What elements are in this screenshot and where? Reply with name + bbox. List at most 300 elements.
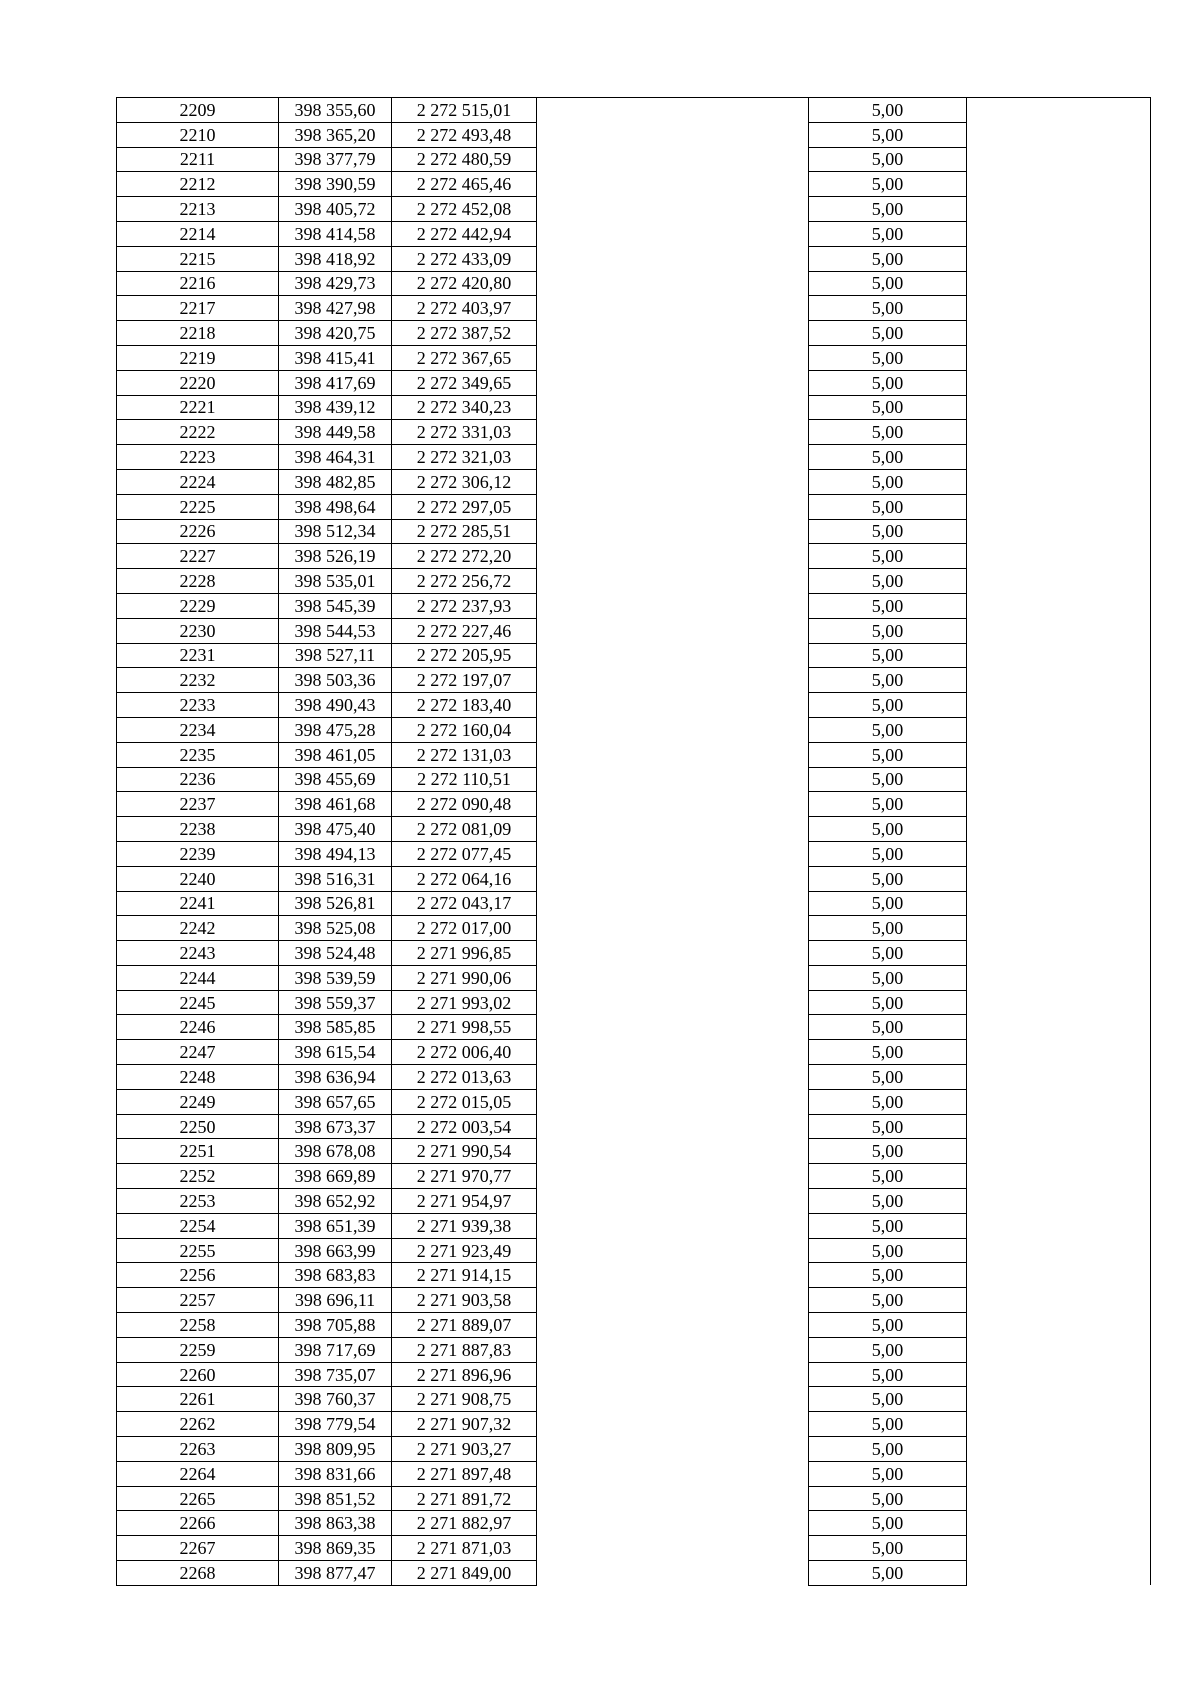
value-cell: 5,00	[809, 469, 967, 494]
empty-cell	[537, 445, 809, 470]
point-number-cell: 2257	[117, 1288, 279, 1313]
x-coordinate-cell: 398 696,11	[279, 1288, 392, 1313]
x-coordinate-cell: 398 449,58	[279, 420, 392, 445]
x-coordinate-cell: 398 545,39	[279, 593, 392, 618]
y-coordinate-cell: 2 272 442,94	[392, 221, 537, 246]
y-coordinate-cell: 2 271 914,15	[392, 1263, 537, 1288]
value-cell: 5,00	[809, 1486, 967, 1511]
value-cell: 5,00	[809, 1288, 967, 1313]
value-cell: 5,00	[809, 1089, 967, 1114]
y-coordinate-cell: 2 272 015,05	[392, 1089, 537, 1114]
empty-cell	[537, 271, 809, 296]
value-cell: 5,00	[809, 767, 967, 792]
value-cell: 5,00	[809, 1213, 967, 1238]
table-row	[117, 1164, 1151, 1189]
empty-cell	[967, 1139, 1151, 1164]
x-coordinate-cell: 398 705,88	[279, 1313, 392, 1338]
empty-cell	[967, 494, 1151, 519]
empty-cell	[967, 767, 1151, 792]
table-row	[117, 1536, 1151, 1561]
y-coordinate-cell: 2 271 897,48	[392, 1461, 537, 1486]
empty-cell	[537, 1263, 809, 1288]
empty-cell	[537, 866, 809, 891]
empty-cell	[967, 643, 1151, 668]
table-row	[117, 445, 1151, 470]
value-cell: 5,00	[809, 866, 967, 891]
value-cell: 5,00	[809, 916, 967, 941]
empty-cell	[967, 1437, 1151, 1462]
y-coordinate-cell: 2 272 465,46	[392, 172, 537, 197]
table-row	[117, 1511, 1151, 1536]
empty-cell	[967, 172, 1151, 197]
value-cell: 5,00	[809, 1263, 967, 1288]
value-cell: 5,00	[809, 172, 967, 197]
x-coordinate-cell: 398 526,19	[279, 544, 392, 569]
y-coordinate-cell: 2 272 340,23	[392, 395, 537, 420]
table-row	[117, 767, 1151, 792]
y-coordinate-cell: 2 271 849,00	[392, 1561, 537, 1586]
y-coordinate-cell: 2 272 272,20	[392, 544, 537, 569]
table-row	[117, 1288, 1151, 1313]
table-row	[117, 1561, 1151, 1586]
empty-cell	[537, 197, 809, 222]
empty-cell	[537, 1238, 809, 1263]
x-coordinate-cell: 398 475,28	[279, 717, 392, 742]
empty-cell	[537, 395, 809, 420]
point-number-cell: 2266	[117, 1511, 279, 1536]
empty-cell	[537, 841, 809, 866]
empty-cell	[967, 1511, 1151, 1536]
coordinates-table-body	[117, 98, 1151, 1586]
value-cell: 5,00	[809, 271, 967, 296]
point-number-cell: 2236	[117, 767, 279, 792]
empty-cell	[967, 668, 1151, 693]
empty-cell	[967, 1263, 1151, 1288]
empty-cell	[967, 742, 1151, 767]
point-number-cell: 2263	[117, 1437, 279, 1462]
value-cell: 5,00	[809, 817, 967, 842]
empty-cell	[967, 990, 1151, 1015]
empty-cell	[537, 891, 809, 916]
empty-cell	[537, 1015, 809, 1040]
value-cell: 5,00	[809, 1040, 967, 1065]
x-coordinate-cell: 398 779,54	[279, 1412, 392, 1437]
empty-cell	[967, 395, 1151, 420]
y-coordinate-cell: 2 272 090,48	[392, 792, 537, 817]
empty-cell	[537, 916, 809, 941]
x-coordinate-cell: 398 809,95	[279, 1437, 392, 1462]
x-coordinate-cell: 398 415,41	[279, 345, 392, 370]
x-coordinate-cell: 398 735,07	[279, 1362, 392, 1387]
empty-cell	[537, 296, 809, 321]
empty-cell	[537, 246, 809, 271]
empty-cell	[967, 1412, 1151, 1437]
y-coordinate-cell: 2 272 197,07	[392, 668, 537, 693]
value-cell: 5,00	[809, 246, 967, 271]
x-coordinate-cell: 398 420,75	[279, 321, 392, 346]
empty-cell	[537, 817, 809, 842]
empty-cell	[537, 1065, 809, 1090]
y-coordinate-cell: 2 272 227,46	[392, 618, 537, 643]
table-row	[117, 544, 1151, 569]
point-number-cell: 2222	[117, 420, 279, 445]
empty-cell	[537, 1114, 809, 1139]
empty-cell	[537, 569, 809, 594]
y-coordinate-cell: 2 271 882,97	[392, 1511, 537, 1536]
point-number-cell: 2212	[117, 172, 279, 197]
value-cell: 5,00	[809, 519, 967, 544]
y-coordinate-cell: 2 272 452,08	[392, 197, 537, 222]
point-number-cell: 2251	[117, 1139, 279, 1164]
empty-cell	[537, 1536, 809, 1561]
empty-cell	[537, 1164, 809, 1189]
table-row	[117, 1387, 1151, 1412]
y-coordinate-cell: 2 271 954,97	[392, 1189, 537, 1214]
y-coordinate-cell: 2 271 907,32	[392, 1412, 537, 1437]
x-coordinate-cell: 398 760,37	[279, 1387, 392, 1412]
empty-cell	[967, 271, 1151, 296]
empty-cell	[537, 469, 809, 494]
point-number-cell: 2214	[117, 221, 279, 246]
point-number-cell: 2220	[117, 370, 279, 395]
value-cell: 5,00	[809, 792, 967, 817]
y-coordinate-cell: 2 272 367,65	[392, 345, 537, 370]
value-cell: 5,00	[809, 197, 967, 222]
x-coordinate-cell: 398 669,89	[279, 1164, 392, 1189]
value-cell: 5,00	[809, 1337, 967, 1362]
value-cell: 5,00	[809, 296, 967, 321]
table-row	[117, 569, 1151, 594]
empty-cell	[537, 965, 809, 990]
x-coordinate-cell: 398 377,79	[279, 147, 392, 172]
point-number-cell: 2268	[117, 1561, 279, 1586]
value-cell: 5,00	[809, 569, 967, 594]
point-number-cell: 2258	[117, 1313, 279, 1338]
value-cell: 5,00	[809, 1238, 967, 1263]
value-cell: 5,00	[809, 420, 967, 445]
empty-cell	[537, 1139, 809, 1164]
table-row	[117, 618, 1151, 643]
value-cell: 5,00	[809, 221, 967, 246]
empty-cell	[967, 1313, 1151, 1338]
x-coordinate-cell: 398 475,40	[279, 817, 392, 842]
empty-cell	[967, 866, 1151, 891]
empty-cell	[967, 1362, 1151, 1387]
value-cell: 5,00	[809, 445, 967, 470]
table-row	[117, 1238, 1151, 1263]
empty-cell	[537, 1362, 809, 1387]
empty-cell	[967, 941, 1151, 966]
empty-cell	[537, 122, 809, 147]
value-cell: 5,00	[809, 1164, 967, 1189]
empty-cell	[967, 147, 1151, 172]
table-row	[117, 990, 1151, 1015]
empty-cell	[967, 1486, 1151, 1511]
value-cell: 5,00	[809, 1313, 967, 1338]
empty-cell	[967, 321, 1151, 346]
value-cell: 5,00	[809, 742, 967, 767]
y-coordinate-cell: 2 272 205,95	[392, 643, 537, 668]
point-number-cell: 2238	[117, 817, 279, 842]
point-number-cell: 2250	[117, 1114, 279, 1139]
x-coordinate-cell: 398 673,37	[279, 1114, 392, 1139]
empty-cell	[537, 1213, 809, 1238]
value-cell: 5,00	[809, 1461, 967, 1486]
table-row	[117, 271, 1151, 296]
point-number-cell: 2240	[117, 866, 279, 891]
table-row	[117, 841, 1151, 866]
value-cell: 5,00	[809, 1065, 967, 1090]
point-number-cell: 2254	[117, 1213, 279, 1238]
x-coordinate-cell: 398 615,54	[279, 1040, 392, 1065]
y-coordinate-cell: 2 272 077,45	[392, 841, 537, 866]
x-coordinate-cell: 398 559,37	[279, 990, 392, 1015]
x-coordinate-cell: 398 461,05	[279, 742, 392, 767]
empty-cell	[537, 1387, 809, 1412]
x-coordinate-cell: 398 877,47	[279, 1561, 392, 1586]
table-row	[117, 717, 1151, 742]
table-row	[117, 1412, 1151, 1437]
point-number-cell: 2224	[117, 469, 279, 494]
y-coordinate-cell: 2 272 017,00	[392, 916, 537, 941]
x-coordinate-cell: 398 414,58	[279, 221, 392, 246]
x-coordinate-cell: 398 503,36	[279, 668, 392, 693]
y-coordinate-cell: 2 271 990,06	[392, 965, 537, 990]
table-row	[117, 98, 1151, 123]
empty-cell	[967, 1189, 1151, 1214]
point-number-cell: 2221	[117, 395, 279, 420]
empty-cell	[967, 519, 1151, 544]
value-cell: 5,00	[809, 395, 967, 420]
empty-cell	[537, 1040, 809, 1065]
table-row	[117, 147, 1151, 172]
empty-cell	[537, 990, 809, 1015]
x-coordinate-cell: 398 831,66	[279, 1461, 392, 1486]
point-number-cell: 2242	[117, 916, 279, 941]
empty-cell	[537, 494, 809, 519]
table-row	[117, 395, 1151, 420]
empty-cell	[537, 1437, 809, 1462]
value-cell: 5,00	[809, 841, 967, 866]
empty-cell	[967, 1238, 1151, 1263]
empty-cell	[967, 1040, 1151, 1065]
x-coordinate-cell: 398 498,64	[279, 494, 392, 519]
value-cell: 5,00	[809, 1437, 967, 1462]
x-coordinate-cell: 398 539,59	[279, 965, 392, 990]
y-coordinate-cell: 2 271 923,49	[392, 1238, 537, 1263]
y-coordinate-cell: 2 271 908,75	[392, 1387, 537, 1412]
x-coordinate-cell: 398 439,12	[279, 395, 392, 420]
y-coordinate-cell: 2 271 871,03	[392, 1536, 537, 1561]
value-cell: 5,00	[809, 593, 967, 618]
y-coordinate-cell: 2 271 903,27	[392, 1437, 537, 1462]
empty-cell	[967, 717, 1151, 742]
empty-cell	[967, 891, 1151, 916]
empty-cell	[967, 445, 1151, 470]
empty-cell	[967, 1089, 1151, 1114]
y-coordinate-cell: 2 272 515,01	[392, 98, 537, 123]
y-coordinate-cell: 2 271 939,38	[392, 1213, 537, 1238]
point-number-cell: 2237	[117, 792, 279, 817]
y-coordinate-cell: 2 272 349,65	[392, 370, 537, 395]
x-coordinate-cell: 398 863,38	[279, 1511, 392, 1536]
x-coordinate-cell: 398 429,73	[279, 271, 392, 296]
y-coordinate-cell: 2 272 081,09	[392, 817, 537, 842]
y-coordinate-cell: 2 271 896,96	[392, 1362, 537, 1387]
empty-cell	[537, 370, 809, 395]
y-coordinate-cell: 2 272 433,09	[392, 246, 537, 271]
value-cell: 5,00	[809, 1362, 967, 1387]
empty-cell	[537, 1511, 809, 1536]
empty-cell	[967, 296, 1151, 321]
empty-cell	[537, 668, 809, 693]
empty-cell	[967, 792, 1151, 817]
point-number-cell: 2233	[117, 693, 279, 718]
point-number-cell: 2227	[117, 544, 279, 569]
value-cell: 5,00	[809, 1189, 967, 1214]
value-cell: 5,00	[809, 693, 967, 718]
y-coordinate-cell: 2 271 889,07	[392, 1313, 537, 1338]
value-cell: 5,00	[809, 891, 967, 916]
empty-cell	[967, 1213, 1151, 1238]
value-cell: 5,00	[809, 544, 967, 569]
y-coordinate-cell: 2 272 306,12	[392, 469, 537, 494]
table-row	[117, 221, 1151, 246]
y-coordinate-cell: 2 272 043,17	[392, 891, 537, 916]
table-row	[117, 891, 1151, 916]
table-row	[117, 1139, 1151, 1164]
point-number-cell: 2253	[117, 1189, 279, 1214]
x-coordinate-cell: 398 461,68	[279, 792, 392, 817]
point-number-cell: 2247	[117, 1040, 279, 1065]
y-coordinate-cell: 2 271 891,72	[392, 1486, 537, 1511]
y-coordinate-cell: 2 272 110,51	[392, 767, 537, 792]
value-cell: 5,00	[809, 494, 967, 519]
empty-cell	[537, 221, 809, 246]
empty-cell	[967, 965, 1151, 990]
empty-cell	[967, 618, 1151, 643]
y-coordinate-cell: 2 272 480,59	[392, 147, 537, 172]
table-row	[117, 693, 1151, 718]
point-number-cell: 2229	[117, 593, 279, 618]
table-row	[117, 1189, 1151, 1214]
table-row	[117, 172, 1151, 197]
point-number-cell: 2255	[117, 1238, 279, 1263]
point-number-cell: 2248	[117, 1065, 279, 1090]
y-coordinate-cell: 2 272 064,16	[392, 866, 537, 891]
table-row	[117, 519, 1151, 544]
x-coordinate-cell: 398 585,85	[279, 1015, 392, 1040]
point-number-cell: 2223	[117, 445, 279, 470]
table-row	[117, 1263, 1151, 1288]
point-number-cell: 2265	[117, 1486, 279, 1511]
empty-cell	[967, 98, 1151, 123]
empty-cell	[967, 916, 1151, 941]
value-cell: 5,00	[809, 643, 967, 668]
y-coordinate-cell: 2 271 887,83	[392, 1337, 537, 1362]
empty-cell	[537, 1486, 809, 1511]
x-coordinate-cell: 398 516,31	[279, 866, 392, 891]
empty-cell	[967, 817, 1151, 842]
empty-cell	[967, 1461, 1151, 1486]
value-cell: 5,00	[809, 1114, 967, 1139]
point-number-cell: 2226	[117, 519, 279, 544]
x-coordinate-cell: 398 651,39	[279, 1213, 392, 1238]
y-coordinate-cell: 2 272 160,04	[392, 717, 537, 742]
empty-cell	[967, 1288, 1151, 1313]
empty-cell	[537, 1561, 809, 1586]
empty-cell	[967, 469, 1151, 494]
table-row	[117, 1015, 1151, 1040]
table-row	[117, 122, 1151, 147]
empty-cell	[537, 1089, 809, 1114]
table-row	[117, 1313, 1151, 1338]
table-row	[117, 345, 1151, 370]
point-number-cell: 2232	[117, 668, 279, 693]
value-cell: 5,00	[809, 990, 967, 1015]
table-row	[117, 1362, 1151, 1387]
y-coordinate-cell: 2 271 903,58	[392, 1288, 537, 1313]
value-cell: 5,00	[809, 1536, 967, 1561]
point-number-cell: 2215	[117, 246, 279, 271]
empty-cell	[537, 321, 809, 346]
table-row	[117, 965, 1151, 990]
y-coordinate-cell: 2 272 013,63	[392, 1065, 537, 1090]
empty-cell	[967, 1114, 1151, 1139]
empty-cell	[537, 742, 809, 767]
point-number-cell: 2235	[117, 742, 279, 767]
point-number-cell: 2230	[117, 618, 279, 643]
point-number-cell: 2245	[117, 990, 279, 1015]
y-coordinate-cell: 2 272 331,03	[392, 420, 537, 445]
table-row	[117, 1437, 1151, 1462]
x-coordinate-cell: 398 636,94	[279, 1065, 392, 1090]
table-row	[117, 941, 1151, 966]
empty-cell	[967, 345, 1151, 370]
empty-cell	[967, 1387, 1151, 1412]
value-cell: 5,00	[809, 668, 967, 693]
empty-cell	[967, 122, 1151, 147]
x-coordinate-cell: 398 525,08	[279, 916, 392, 941]
x-coordinate-cell: 398 482,85	[279, 469, 392, 494]
point-number-cell: 2261	[117, 1387, 279, 1412]
empty-cell	[537, 1412, 809, 1437]
table-row	[117, 668, 1151, 693]
empty-cell	[537, 519, 809, 544]
point-number-cell: 2252	[117, 1164, 279, 1189]
value-cell: 5,00	[809, 941, 967, 966]
table-row	[117, 742, 1151, 767]
x-coordinate-cell: 398 418,92	[279, 246, 392, 271]
empty-cell	[537, 643, 809, 668]
value-cell: 5,00	[809, 1139, 967, 1164]
point-number-cell: 2246	[117, 1015, 279, 1040]
empty-cell	[967, 593, 1151, 618]
y-coordinate-cell: 2 271 998,55	[392, 1015, 537, 1040]
x-coordinate-cell: 398 869,35	[279, 1536, 392, 1561]
point-number-cell: 2213	[117, 197, 279, 222]
table-row	[117, 1040, 1151, 1065]
x-coordinate-cell: 398 417,69	[279, 370, 392, 395]
x-coordinate-cell: 398 524,48	[279, 941, 392, 966]
x-coordinate-cell: 398 717,69	[279, 1337, 392, 1362]
table-row	[117, 296, 1151, 321]
y-coordinate-cell: 2 272 321,03	[392, 445, 537, 470]
point-number-cell: 2262	[117, 1412, 279, 1437]
point-number-cell: 2234	[117, 717, 279, 742]
x-coordinate-cell: 398 527,11	[279, 643, 392, 668]
empty-cell	[537, 1337, 809, 1362]
